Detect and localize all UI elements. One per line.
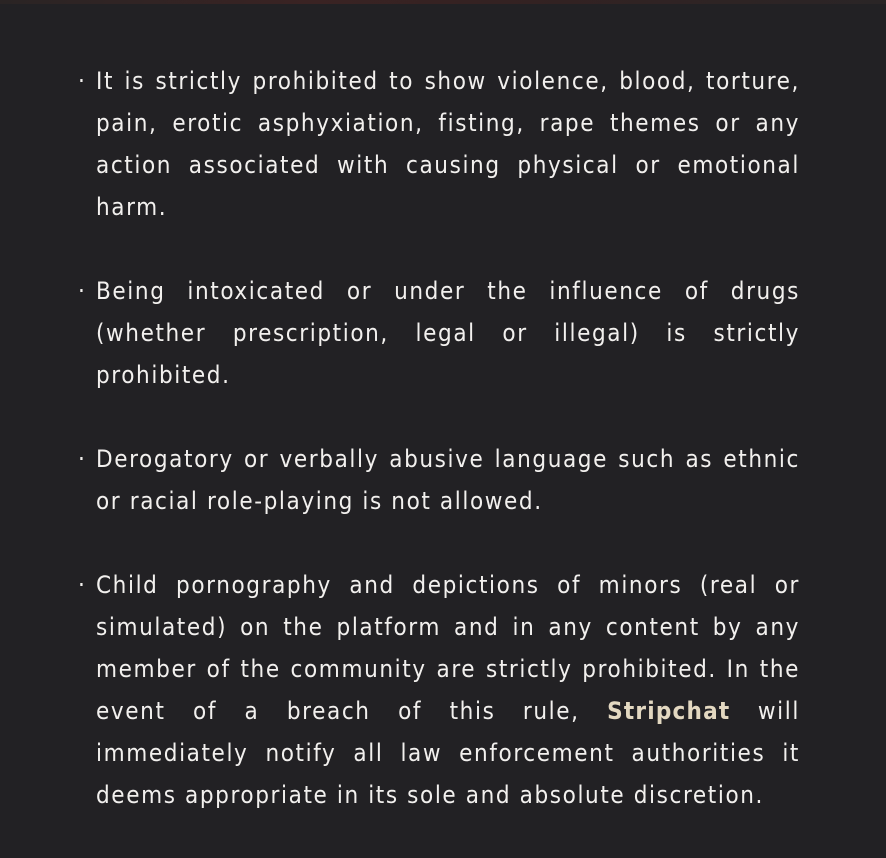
rule-item-violence (78, 60, 800, 228)
top-edge-band (0, 0, 886, 4)
rule-item-abusive-language (78, 438, 800, 522)
rules-list (78, 60, 800, 858)
rule-text: Being intoxicated or under the influence of drugs (whether prescription, legal or illegal) is strictly prohibited. (96, 277, 800, 389)
rule-text-after: will immediately notify all law enforcement authorities it deems appropriate in its sole and absolute discretion. (96, 697, 800, 809)
bullet-icon: · (78, 445, 87, 473)
rule-text: Derogatory or verbally abusive language such as ethnic or racial role-playing is not allowed. (96, 445, 800, 515)
rule-item-minors (78, 564, 800, 816)
rule-text-before: Child pornography and depictions of minors (real or simulated) on the platform and in any content by any member of the community are strictly prohibited. In the event of a breach of this rule, (96, 571, 800, 725)
bullet-icon: · (78, 277, 87, 305)
rule-text: It is strictly prohibited to show violence, blood, torture, pain, erotic asphyxiation, fisting, rape themes or any action associated with causing physical or emotional harm. (96, 67, 800, 221)
rule-item-intoxication (78, 270, 800, 396)
bullet-icon: · (78, 571, 87, 599)
bullet-icon: · (78, 67, 87, 95)
brand-name: Stripchat (607, 697, 731, 725)
